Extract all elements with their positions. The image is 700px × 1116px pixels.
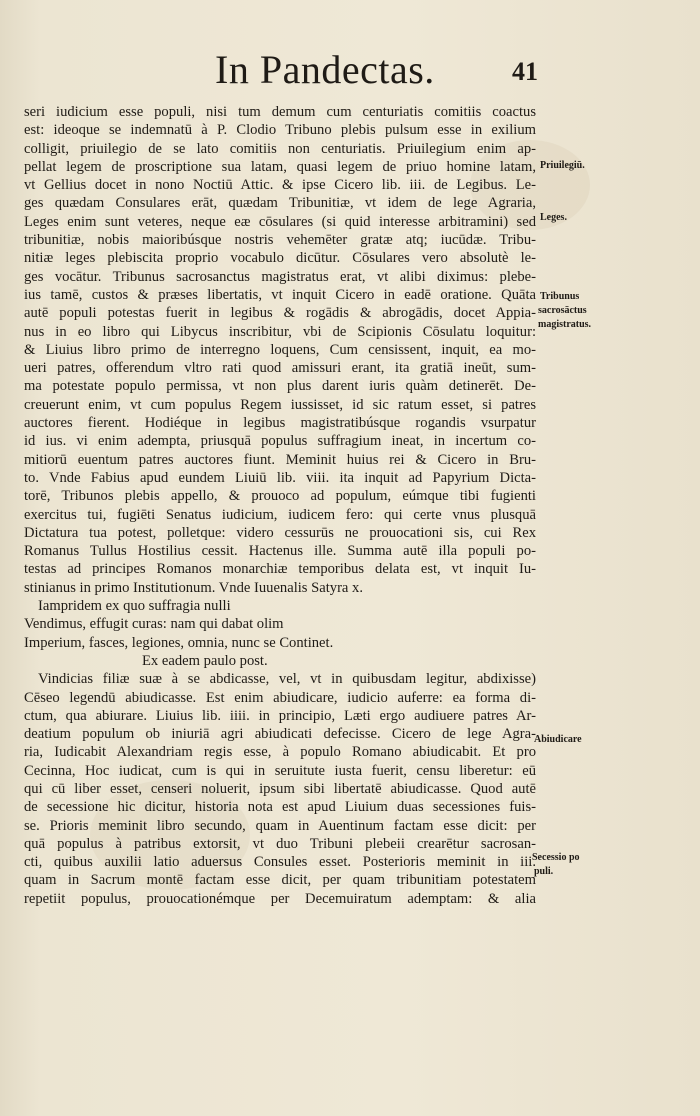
verse-line: Vendimus, effugit curas: nam qui dabat olim	[24, 616, 284, 633]
text-line: ges vocātur. Tribunus sacrosanctus magistratus erat, vt alibi diximus: plebe-	[24, 268, 536, 285]
text-line: nus in eo libro qui Libycus inscribitur, vbi de Scipionis Cōsulatu loquitur:	[24, 323, 536, 340]
text-line: de secessione hic dicitur, historia nota est apud Liuium duas secessiones fuis-	[24, 799, 536, 816]
text-line: Dictatura tua potest, polletque: videro cessurūs ne prouocationi sis, cui Rex	[24, 524, 536, 541]
text-line: testas ad principes Romanos monarchiæ temporibus delata est, vt inquit Iu-	[24, 561, 536, 578]
text-line: id ius. vi enim adempta, priusquā populus suffragium ineat, in incertum co-	[24, 433, 536, 450]
text-line: & Liuius libro primo de interregno loquens, Cum censissent, inquit, ea mo-	[24, 341, 536, 358]
text-line: pellat legem de proscriptione sua latam, quasi legem de priuo homine latam,	[24, 158, 536, 175]
margin-note: Secessio po	[532, 852, 580, 863]
text-line: deatium populum ob iniuriā agri abiudicati defecisse. Cicero de lege Agra-	[24, 726, 536, 743]
section-heading: Ex eadem paulo post.	[142, 652, 268, 669]
text-line	[24, 908, 536, 926]
text-line: creuerunt enim, vt cum populus Regem iussisset, id sic ratum esset, si patres	[24, 396, 536, 413]
text-line: qui cū liber esset, censeri noluerit, ipsum sibi libertatē abiudicasse. Quod autē	[24, 780, 536, 797]
text-line: est: ideoque se indemnatū à P. Clodio Tribuno plebis pulsum esse in exilium	[24, 122, 536, 139]
margin-note: sacrosāctus	[538, 305, 587, 316]
margin-note: puli.	[534, 866, 554, 877]
text-line: tribunitiæ, nobis maioribúsque nostris vehemēter gratæ atq; iucūdæ. Tribu-	[24, 232, 536, 249]
text-line: ma potestate populo permissa, vt non plus darent iuris quàm detinerēt. De-	[24, 378, 536, 395]
margin-note: Leges.	[540, 212, 567, 223]
text-line: vt Gellius docet in nono Noctiū Attic. & ipse Cicero lib. iii. de Legibus. Le-	[24, 177, 536, 194]
page-title: In Pandectas.	[215, 47, 435, 92]
text-line: stinianus in primo Institutionum. Vnde Iuuenalis Satyra x.	[24, 579, 364, 596]
text-line: ius tamē, custos & præses libertatis, vt inquit Cicero in eadē oratione. Quāta	[24, 286, 536, 303]
text-line: Cecinna, Hoc iudicat, cum is qui in seruitute iusta fuerit, censu liberetur: eū	[24, 762, 536, 779]
text-line: torē, Tribunos plebis appello, & prouoco ad populum, eúmque tibi fugienti	[24, 488, 536, 505]
text-line: Cēseo legendū abiudicasse. Est enim abiudicare, iudicio auferre: ea forma di-	[24, 689, 536, 706]
text-line: to. Vnde Fabius apud eundem Liuiū lib. viii. ita inquit ad Papyrium Dicta-	[24, 469, 536, 486]
text-line: mitiorū euentum patres auctores fiunt. Meminit huius rei & Cicero in Bru-	[24, 451, 536, 468]
text-line: quam in Sacrum montē factam esse dicit, per quam tribunitiam potestatem	[24, 872, 536, 889]
text-line: Leges enim sunt veteres, neque eæ cōsulares (si quid interesse arbitramini) sed	[24, 213, 536, 230]
margin-note: Abiudicare	[534, 734, 582, 745]
text-line: nitiæ leges plebiscita proprio vocabulo dicūtur. Cōsulares vero absolutè le-	[24, 250, 536, 267]
text-line: auctores fierent. Hodiéque in legibus magistratibúsque rogandis vsurpatur	[24, 415, 536, 432]
running-head	[0, 44, 700, 96]
text-line: seri iudicium esse populi, nisi tum demum cum centuriatis comitiis coactus	[24, 104, 536, 120]
text-line: cti, quibus auxilii latio aduersus Consules esset. Posterioris meminit in iii.	[24, 854, 536, 871]
text-line: autē populi potestas fuerit in legibus & rogādis & abrogādis, docet Appia-	[24, 305, 536, 322]
text-line: repetiit populus, prouocationémque per Decemuiratum ademptam: & alia	[24, 890, 536, 907]
text-line: exercitus tui, fugiēti Senatus iudicium, iudicem fero: qui certe vnus plusquā	[24, 506, 536, 523]
text-line: ctum, qua abiurare. Liuius lib. iiii. in principio, Læti ergo audiuere patres Ar-	[24, 707, 536, 724]
text-line: colligit, priuilegio de se lato comitiis non centuriatis. Priuilegium enim ap-	[24, 140, 536, 157]
margin-note: Priuilegiū.	[540, 160, 585, 171]
text-line: Vindicias filiæ suæ à se abdicasse, vel, vt in quibusdam legitur, abdixisse)	[38, 671, 536, 688]
text-line: ges quædam Consulares erāt, quædam Tribunitiæ, vt idem de lege Agraria,	[24, 195, 536, 212]
main-text-block	[24, 103, 536, 926]
verse-line: Iampridem ex quo suffragia nulli	[38, 598, 231, 615]
page-number: 41	[512, 57, 538, 86]
margin-note: Tribunus	[540, 291, 580, 302]
margin-note: magistratus.	[538, 319, 592, 330]
verse-line: Imperium, fasces, legiones, omnia, nunc se Continet.	[24, 634, 334, 651]
text-line: se. Prioris meminit libro secundo, quam in Auentinum factam esse dicit: per	[24, 817, 536, 834]
text-line: ueri patres, offerendum vltro rati quod amissuri erant, ita gratiā ineūt, sum-	[24, 360, 536, 377]
text-line: ria, Iudicabit Alexandriam regis esse, à populo Romano abiudicabit. Et pro	[24, 744, 536, 761]
text-line: quā populus à patribus extorsit, vt duo Tribuni plebeii crearētur sacrosan-	[24, 835, 536, 852]
text-line: Romanus Tullus Hostilius cessit. Hactenus ille. Summa autē illa populi po-	[24, 543, 536, 560]
